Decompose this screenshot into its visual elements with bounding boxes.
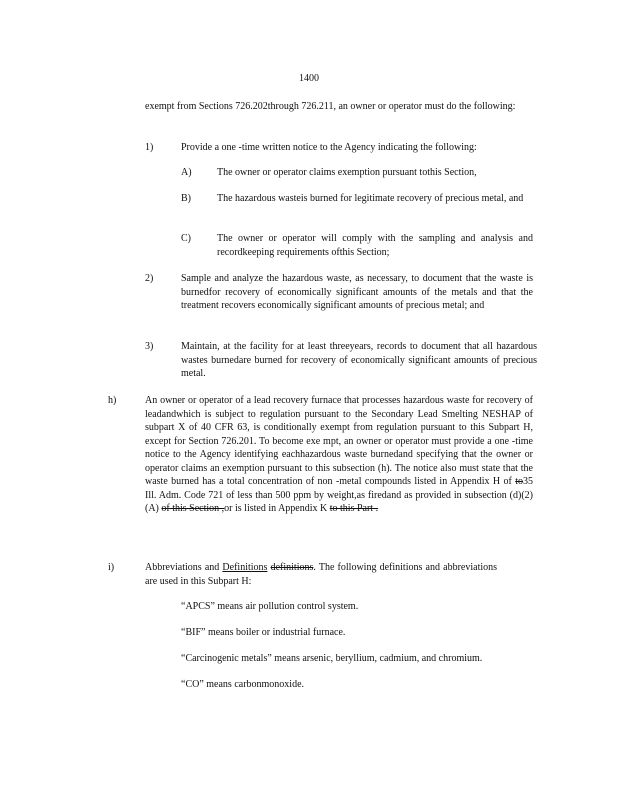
section-h-text-2: 35 Ill. Adm. Code 721 of less than 500 ppm by weight,as firedand as provided in subsection (d)(2)(A) (145, 476, 533, 514)
item-3-label: 3) (145, 341, 154, 352)
section-h-label: h) (108, 395, 117, 406)
item-3-text: Maintain, at the facility for at least threeyears, records to document that all hazardous wastes burnedare burned for recovery of economically significant amounts of precious metal. (181, 341, 537, 379)
item-2-label: 2) (145, 273, 154, 284)
section-i-struck: definitions (270, 562, 314, 573)
item-1b-text: The hazardous wasteis burned for legitimate recovery of precious metal, and (217, 193, 524, 204)
section-i-text-2: . The following definitions and abbreviations are used in this Subpart H: (145, 562, 498, 587)
section-h-struck-3: to this Part . (329, 503, 379, 514)
item-1c-label: C) (181, 233, 191, 244)
item-1-text: Provide a one -time written notice to the Agency indicating the following: (181, 142, 477, 153)
definition-bif: “BIF” means boiler or industrial furnace. (181, 627, 346, 638)
page-number: 1400 (299, 73, 319, 84)
section-i-text-1: Abbreviations and (145, 562, 223, 573)
item-1c-text: The owner or operator will comply with the sampling and analysis and recordkeeping requirements ofthis Section; (217, 233, 533, 258)
intro-paragraph: exempt from Sections 726.202through 726.211, an owner or operator must do the following: (145, 101, 516, 112)
section-i-underlined: Definitions (222, 562, 268, 573)
item-1b-label: B) (181, 193, 191, 204)
item-1a-label: A) (181, 167, 192, 178)
section-i-paragraph (145, 561, 497, 588)
item-2-text: Sample and analyze the hazardous waste, as necessary, to document that the waste is burnedfor recovery of economically significant amounts of the metals and that the treatment recovers economically significant amounts of precious metal; and (181, 273, 533, 311)
section-h-text-1: An owner or operator of a lead recovery furnace that processes hazardous waste for recovery of leadandwhich is subject to regulation pursuant to the Secondary Lead Smelting NESHAP of subpart X of 40 CFR 63, is conditionally exempt from regulation pursuant to this Subpart H, except for Section 726.201. To become exe mpt, an owner or operator must provide a one -time notice to the Agency identifying eachhazardous waste burnedand specifying that the owner or operator claims an exemption pursuant to this subsection (h). The notice also must state that the waste burned has a total concentration of non -metal compounds listed in Appendix H of (145, 395, 533, 487)
section-i-label: i) (108, 562, 115, 573)
definition-carcinogenic-metals: “Carcinogenic metals” means arsenic, beryllium, cadmium, and chromium. (181, 653, 483, 664)
section-h-struck-1: to (515, 476, 523, 487)
definition-co: “CO” means carbonmonoxide. (181, 679, 305, 690)
definition-apcs: “APCS” means air pollution control system. (181, 601, 359, 612)
section-h-paragraph (145, 394, 533, 516)
section-h-struck-2: of this Section , (161, 503, 225, 514)
section-h-text-3: or is listed in Appendix K (224, 503, 330, 514)
item-1a-text: The owner or operator claims exemption pursuant tothis Section, (217, 167, 477, 178)
item-1-label: 1) (145, 142, 154, 153)
